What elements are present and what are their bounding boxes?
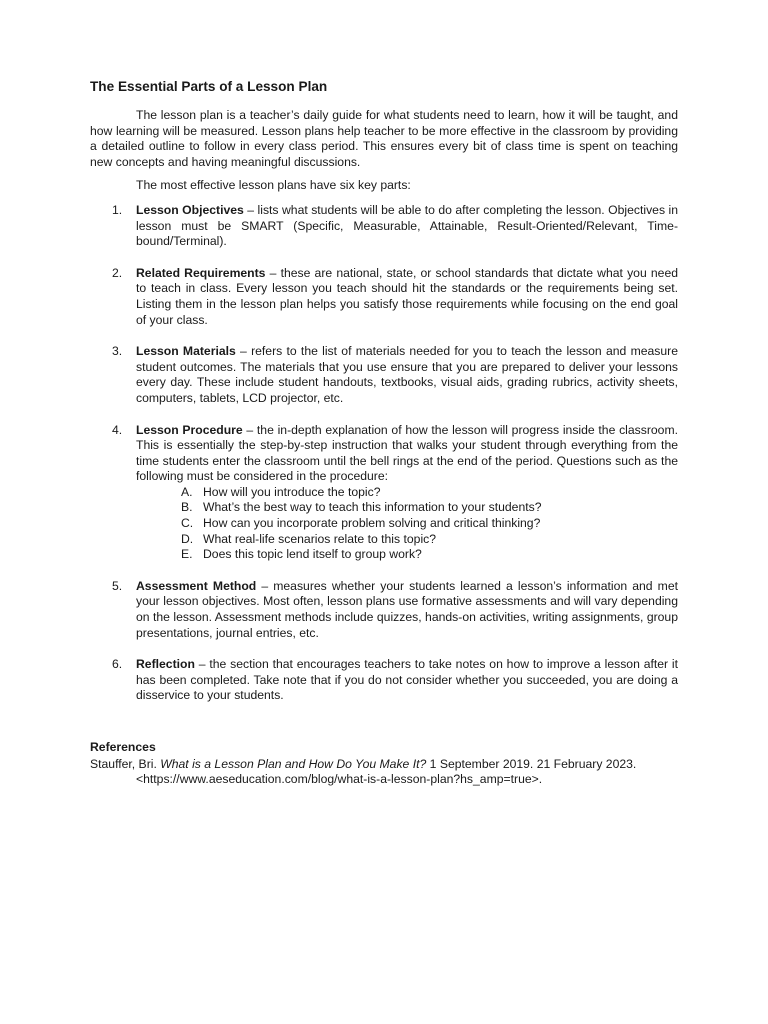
question-text: What’s the best way to teach this information to your students? bbox=[203, 500, 542, 515]
question-item bbox=[136, 485, 678, 501]
term-label: Lesson Materials bbox=[136, 344, 236, 359]
question-text: Does this topic lend itself to group work? bbox=[203, 547, 422, 562]
term-description: – measures whether your students learned a lesson’s information and met your lesson objectives. Most often, lesson plans use formative assessments and will vary depending on the lesson. Assessment methods include quizzes, hands-on activities, writing assignments, group presentations, journal entries, etc. bbox=[136, 578, 678, 640]
question-text: How will you introduce the topic? bbox=[203, 484, 381, 499]
term-description: – refers to the list of materials needed for you to teach the lesson and measure student outcomes. The materials that you use ensure that you are prepared to deliver your lessons every day. These include student handouts, textbooks, visual aids, grading rubrics, activity sheets, computers, tablets, LCD projector, etc. bbox=[136, 344, 678, 405]
references-section bbox=[90, 740, 678, 788]
term-description: – the section that encourages teachers to take notes on how to improve a lesson after it has been completed. Take note that if you do not consider whether you succeeded, you are doing a disservice to your students. bbox=[136, 657, 678, 703]
question-letter: A. bbox=[181, 484, 193, 499]
list-number: 5. bbox=[112, 578, 123, 593]
reference-entry bbox=[90, 757, 678, 788]
lead-sentence: The most effective lesson plans have six key parts: bbox=[136, 178, 411, 193]
question-letter: E. bbox=[181, 547, 193, 562]
list-number: 6. bbox=[112, 657, 123, 672]
question-letter: B. bbox=[181, 500, 193, 515]
term-label: Lesson Procedure bbox=[136, 422, 243, 437]
term-label: Lesson Objectives bbox=[136, 202, 244, 217]
list-item-assessment-method bbox=[90, 579, 678, 641]
question-text: How can you incorporate problem solving and critical thinking? bbox=[203, 516, 541, 531]
question-letter: C. bbox=[181, 516, 194, 531]
document-page bbox=[90, 78, 678, 788]
term-description: – these are national, state, or school standards that dictate what you need to teach in class. Every lesson you teach should hit the standards or the requirements being set. Listing them in the lesson plan helps you satisfy those requirements while focusing on the end goal of your class. bbox=[136, 265, 678, 327]
question-text: What real-life scenarios relate to this topic? bbox=[203, 531, 437, 546]
list-item-lesson-materials bbox=[90, 344, 678, 406]
list-item-reflection bbox=[90, 657, 678, 704]
list-item-lesson-objectives bbox=[90, 203, 678, 250]
list-number: 4. bbox=[112, 422, 123, 437]
reference-author: Stauffer, Bri. bbox=[90, 756, 161, 771]
question-item bbox=[136, 500, 678, 516]
intro-paragraph: The lesson plan is a teacher’s daily guide for what students need to learn, how it will be taught, and how learning will be measured. Lesson plans help teacher to be more effective in the classroom by providing a detailed outline to follow in every class period. This ensures every bit of class time is spent on teaching new concepts and having meaningful discussions. bbox=[90, 108, 678, 169]
list-number: 2. bbox=[112, 265, 123, 280]
parts-list bbox=[90, 203, 678, 704]
question-item bbox=[136, 547, 678, 563]
list-item-lesson-procedure bbox=[90, 423, 678, 563]
list-number: 1. bbox=[112, 202, 123, 217]
question-letter: D. bbox=[181, 531, 194, 546]
reference-details: 1 September 2019. 21 February 2023. <https://www.aeseducation.com/blog/what-is-a-lesson-plan?hs_amp=true>. bbox=[136, 756, 637, 787]
question-item bbox=[136, 516, 678, 532]
document-title: The Essential Parts of a Lesson Plan bbox=[90, 79, 328, 94]
list-number: 3. bbox=[112, 344, 123, 359]
term-label: Reflection bbox=[136, 657, 195, 672]
question-item bbox=[136, 532, 678, 548]
references-heading: References bbox=[90, 740, 156, 754]
reference-title: What is a Lesson Plan and How Do You Make It? bbox=[160, 756, 427, 771]
term-description: – the in-depth explanation of how the lesson will progress inside the classroom. This is essentially the step-by-step instruction that walks your student through everything from the time students enter the classroom until the bell rings at the end of the period. Questions such as the following must be considered in the procedure: bbox=[136, 422, 678, 484]
term-label: Assessment Method bbox=[136, 578, 257, 593]
procedure-questions-list bbox=[136, 485, 678, 563]
term-description: – lists what students will be able to do after completing the lesson. Objectives in lesson must be SMART (Specific, Measurable, Attainable, Result-Oriented/Relevant, Time-bound/Terminal). bbox=[136, 202, 678, 249]
list-item-related-requirements bbox=[90, 266, 678, 328]
term-label: Related Requirements bbox=[136, 265, 266, 280]
